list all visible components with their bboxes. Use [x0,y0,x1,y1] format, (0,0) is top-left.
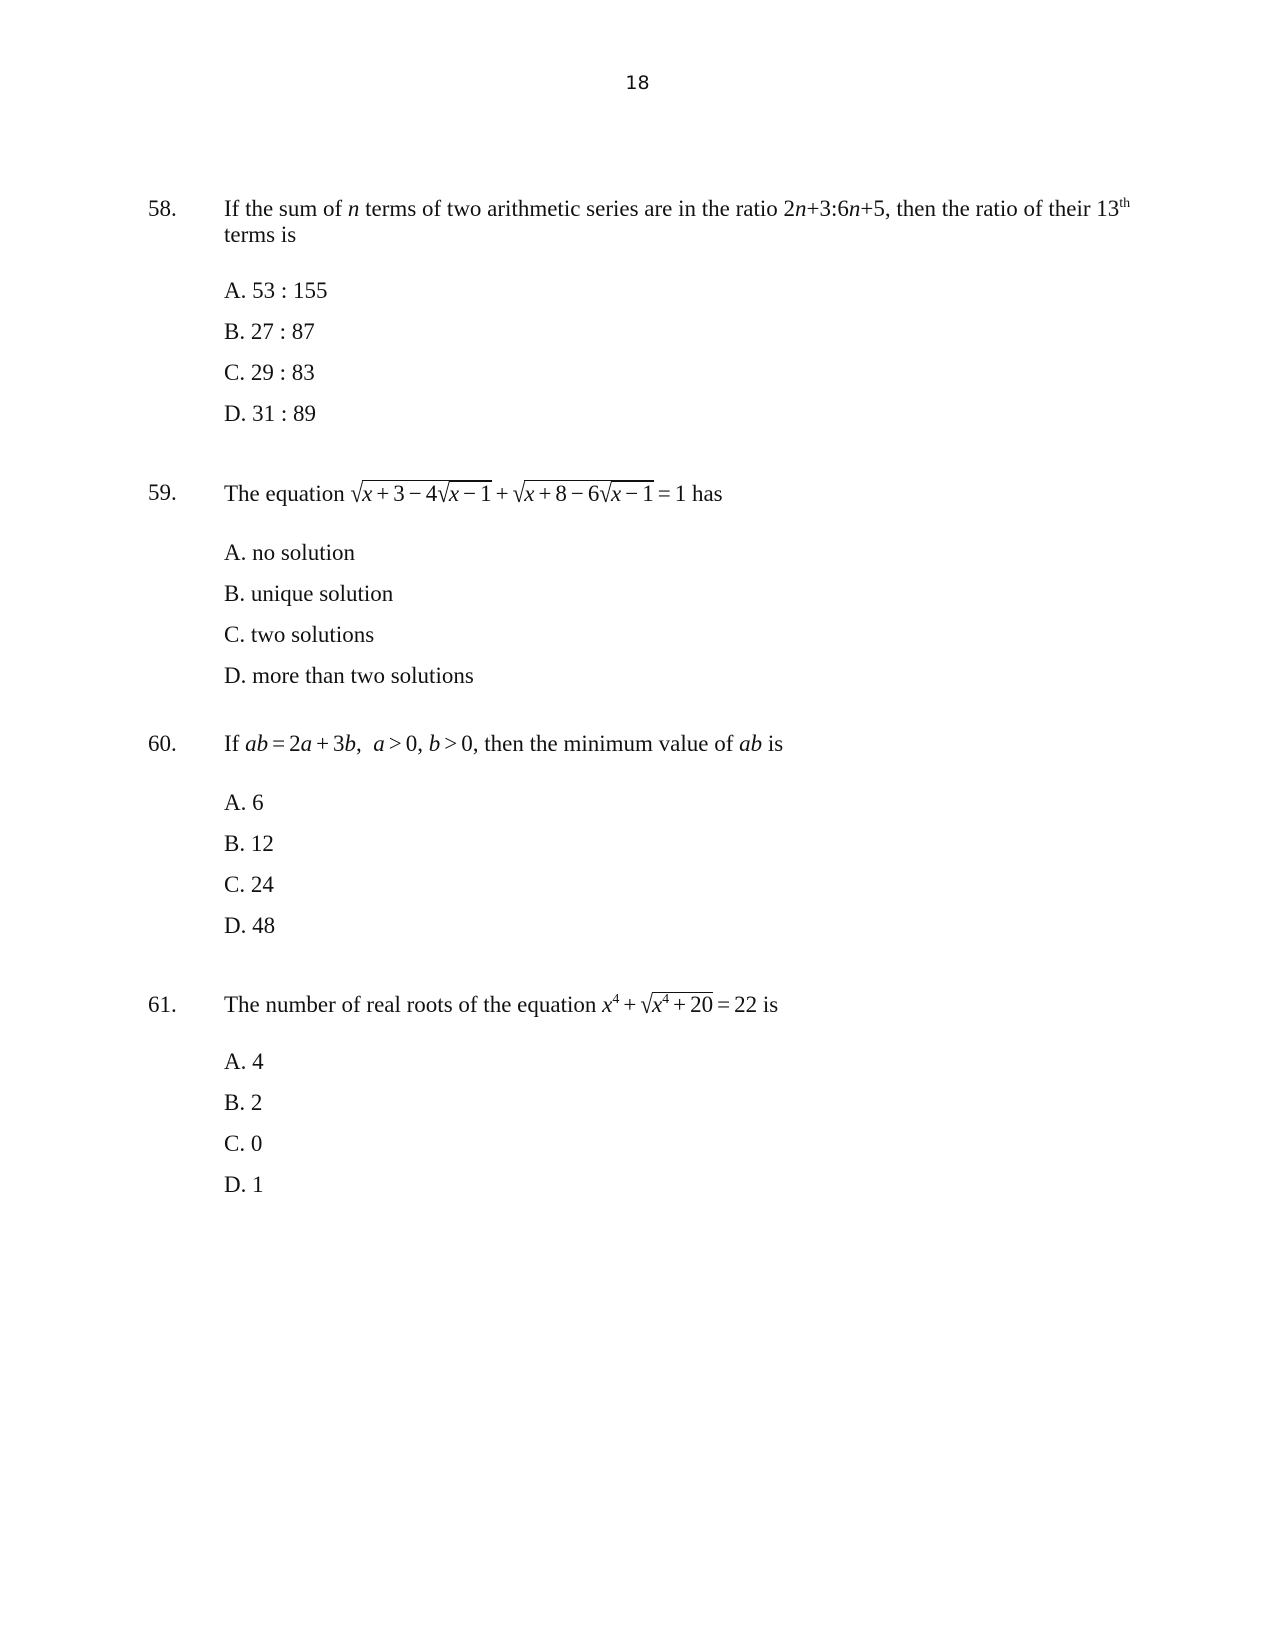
options-list [224,278,1138,442]
options-list [224,790,1138,954]
option-c: C. 0 [224,1131,263,1156]
option-a: A. 6 [224,790,264,815]
question-text [224,480,1138,507]
superscript: th [1119,196,1131,211]
question-text [224,731,1138,757]
question-text-part: is [762,731,784,756]
page-number: 18 [625,72,650,94]
question-text-part: If [224,731,246,756]
question-text-part: , then the minimum value of [472,731,740,756]
question-number: 58. [148,196,177,221]
question-text-part: terms is [224,222,297,247]
question-58 [148,196,1138,442]
option-b: B. unique solution [224,581,394,606]
question-number: 59. [148,480,177,505]
option-c: C. two solutions [224,622,375,647]
math-ratio [784,196,885,221]
question-number: 61. [148,992,177,1017]
math-part: 2 [783,196,795,221]
math-variable: n [347,196,360,221]
option-b: B. 2 [224,1090,263,1115]
option-d: D. 48 [224,913,276,938]
math-variable: n [848,196,861,221]
option-a: A. 53 : 155 [224,278,328,303]
question-text-part: terms of two arithmetic series are in the ratio [359,196,784,221]
options-list [224,540,1138,704]
question-number: 60. [148,731,177,756]
option-d: D. 31 : 89 [224,401,316,426]
question-59 [148,480,1138,704]
question-text-part: is [757,992,779,1017]
question-text-part: , then the ratio of their 13 [884,196,1120,221]
question-text-part: If the sum of [224,196,348,221]
math-equation: √x + 3 − 4√x − 1 + √x + 8 − 6√x − 1 = 1 [350,479,687,508]
math-variable: n [795,196,807,221]
question-text-part: The equation [224,481,351,506]
math-part: +5 [860,196,885,221]
option-c: C. 24 [224,872,274,897]
option-d: D. 1 [224,1172,264,1197]
option-b: B. 27 : 87 [224,319,315,344]
question-text [224,196,1138,248]
question-text [224,992,1138,1018]
option-c: C. 29 : 83 [224,360,315,385]
math-equation: $x^4 + √x^4 + 20 = 22$ [602,990,758,1019]
option-b: B. 12 [224,831,274,856]
option-d: D. more than two solutions [224,663,474,688]
question-60 [148,731,1138,954]
option-a: A. 4 [224,1049,264,1074]
question-61 [148,992,1138,1213]
question-text-part: The number of real roots of the equation [224,992,603,1017]
math-condition: ab = 2a + 3b, a > 0, b > 0 [245,731,473,756]
options-list [224,1049,1138,1213]
math-part: +3:6 [806,196,849,221]
question-text-part: has [686,481,723,506]
option-a: A. no solution [224,540,355,565]
math-variable: ab [739,731,763,756]
